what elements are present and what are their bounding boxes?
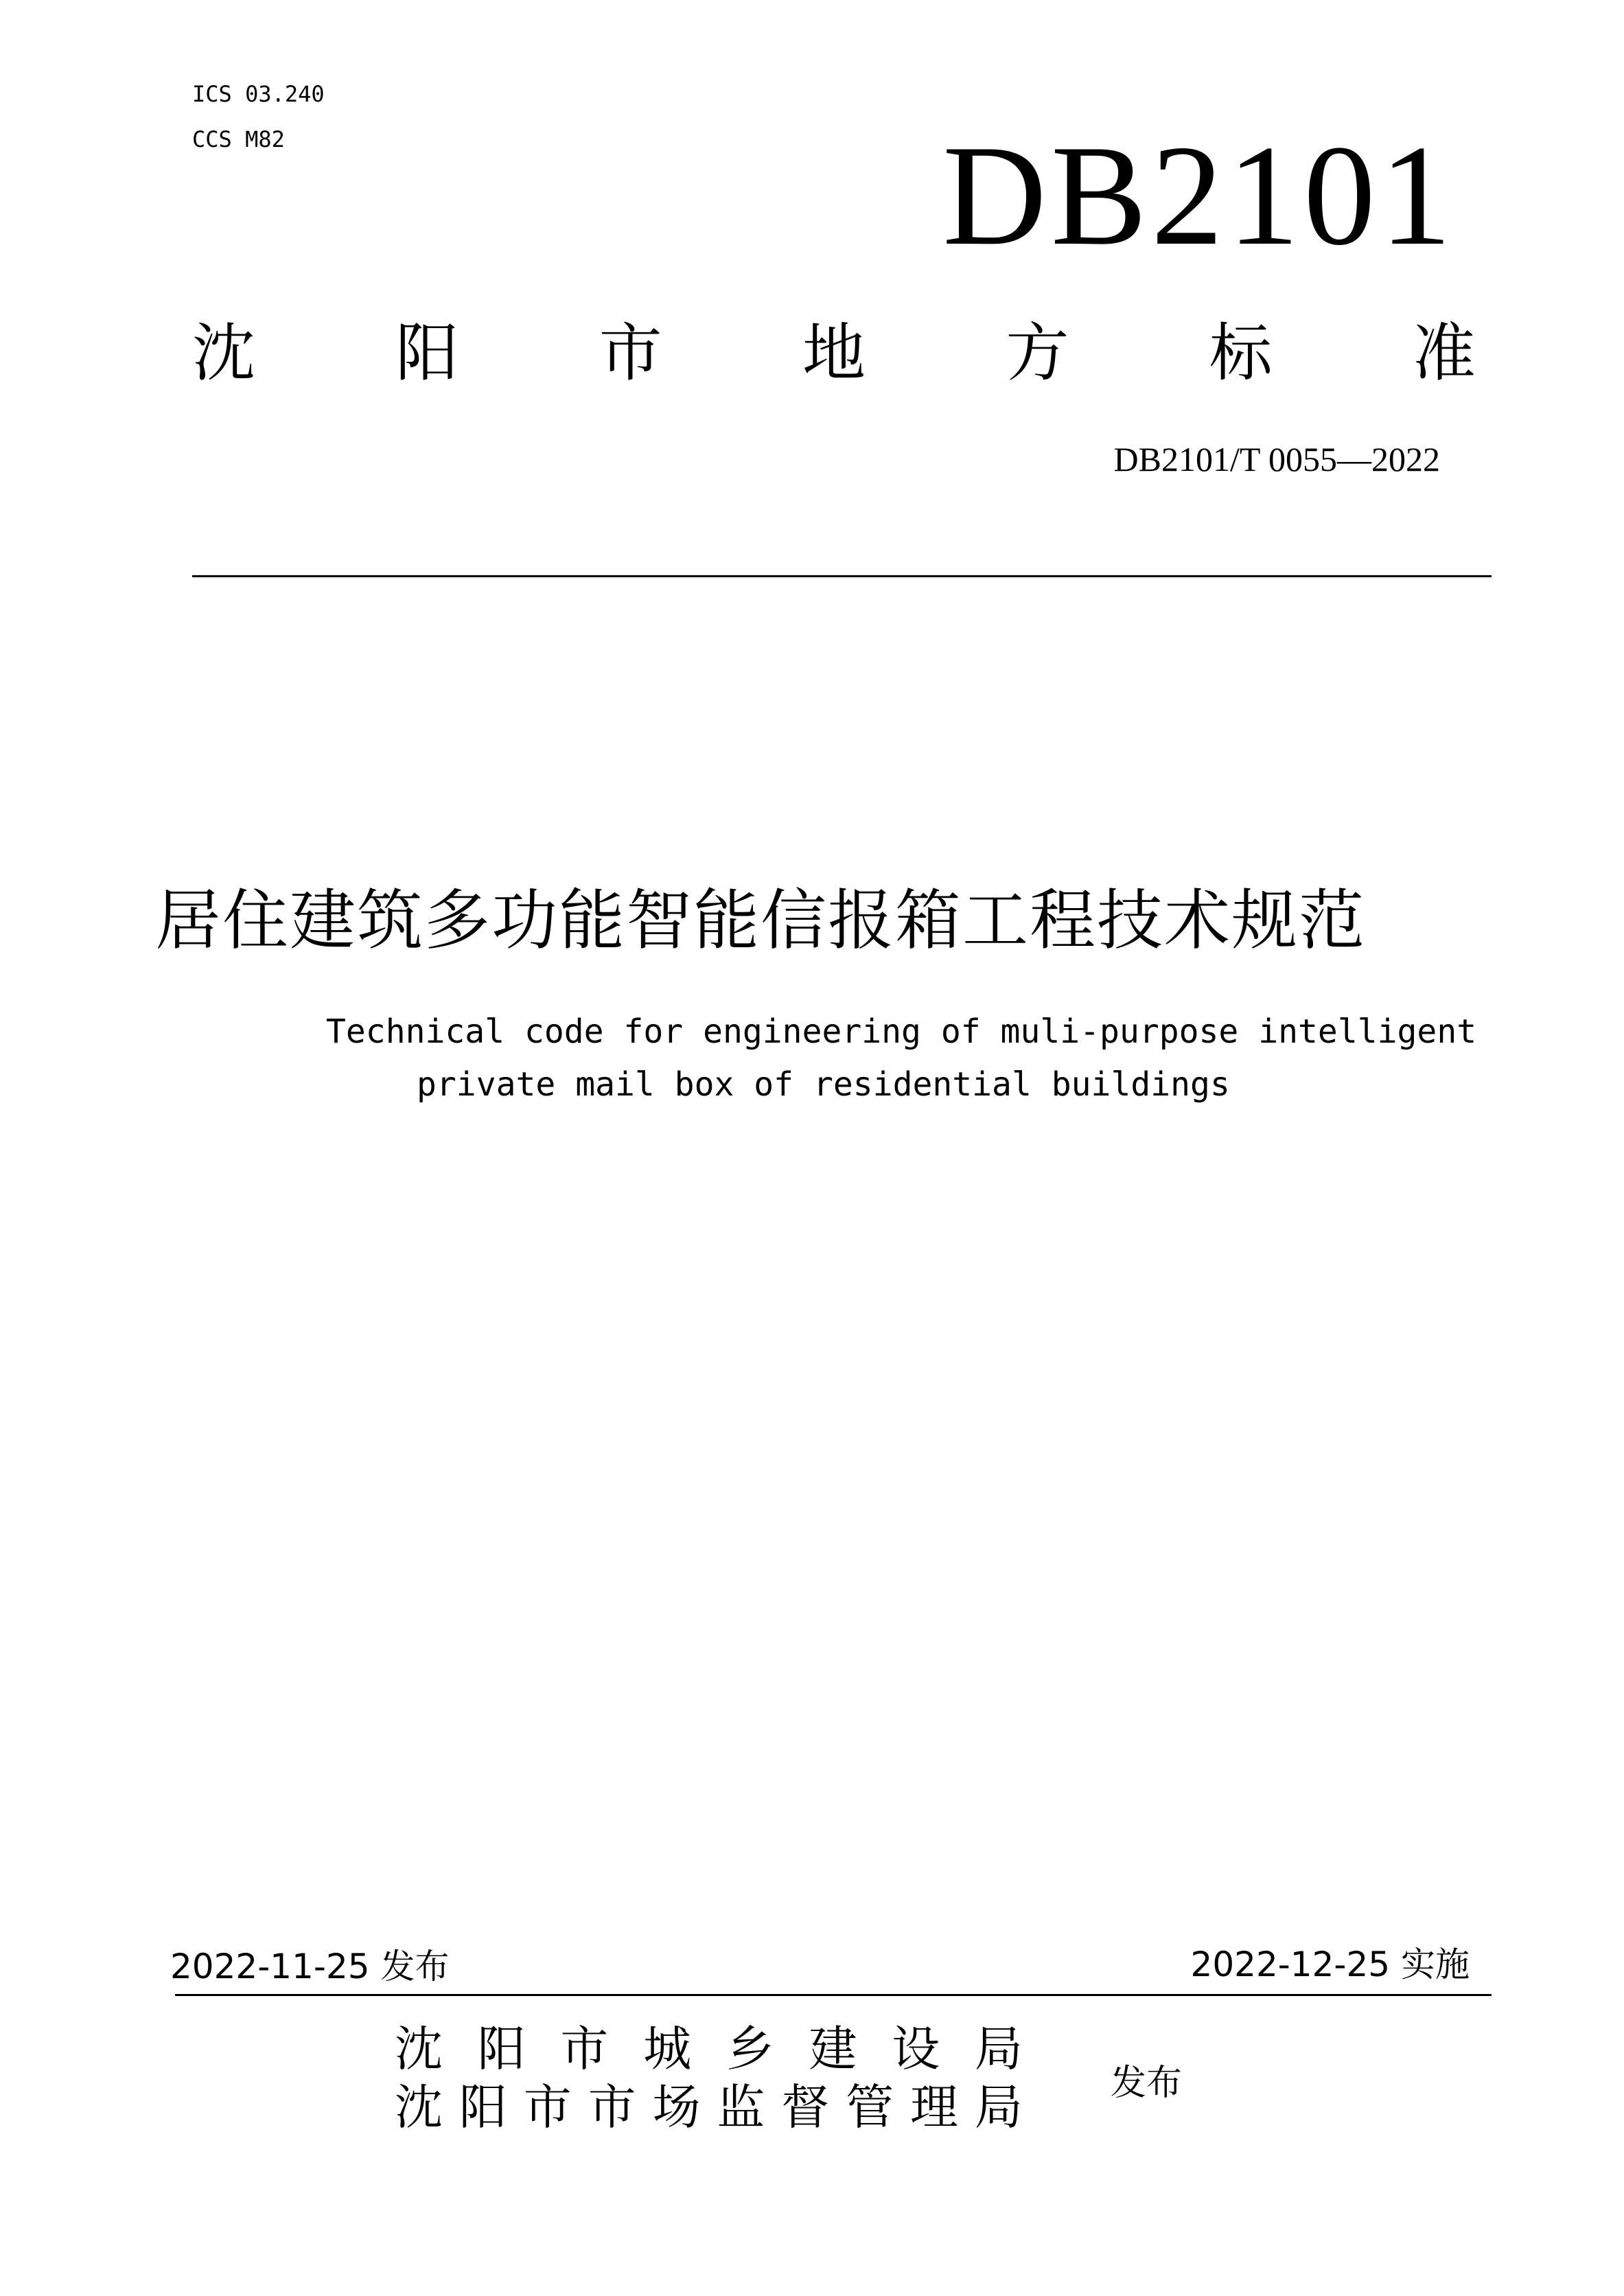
standard-type-char: 方 — [1006, 316, 1069, 390]
issuer-char: 城 — [643, 2021, 692, 2077]
issuer-char: 阳 — [477, 2021, 526, 2077]
issuer-char: 设 — [892, 2021, 940, 2077]
issue-label: 发布 — [1111, 2063, 1183, 2104]
issuer-char: 市 — [560, 2021, 609, 2077]
issuer-char: 建 — [809, 2021, 857, 2077]
issuer-char: 沈 — [395, 2079, 443, 2135]
issuer-char: 管 — [846, 2079, 894, 2135]
issuer-char: 阳 — [459, 2079, 507, 2135]
ics-code: ICS 03.240 — [192, 81, 325, 107]
issuer-char: 沈 — [395, 2021, 443, 2077]
standard-type-char: 沈 — [192, 316, 256, 390]
issuer-char: 局 — [974, 2021, 1023, 2077]
standard-type-title — [192, 312, 1476, 395]
standard-type-char: 阳 — [395, 316, 459, 390]
ccs-code: CCS M82 — [192, 126, 285, 152]
document-title: 居住建筑多功能智能信报箱工程技术规范 — [155, 882, 1366, 959]
publish-date: 2022-11-25 发布 — [170, 1947, 450, 1986]
issuer-char: 市 — [523, 2079, 572, 2135]
standard-type-char: 地 — [802, 316, 866, 390]
issuer-urban-rural-construction — [395, 2021, 1023, 2076]
issuer-market-supervision — [395, 2080, 1023, 2135]
standard-type-char: 标 — [1209, 316, 1273, 390]
english-title-line-2: private mail box of residential buildings — [417, 1065, 1230, 1104]
issuer-char: 乡 — [726, 2021, 774, 2077]
standard-prefix: DB2101 — [942, 116, 1456, 275]
issuer-char: 场 — [652, 2079, 701, 2135]
top-divider — [192, 575, 1492, 577]
bottom-divider — [175, 1994, 1492, 1996]
issuer-char: 局 — [974, 2079, 1023, 2135]
issuer-char: 监 — [717, 2079, 765, 2135]
standard-number: DB2101/T 0055—2022 — [1113, 440, 1440, 478]
implement-date: 2022-12-25 实施 — [1190, 1945, 1470, 1984]
standard-type-char: 准 — [1412, 316, 1476, 390]
issuer-char: 督 — [781, 2079, 830, 2135]
english-title-line-1: Technical code for engineering of muli-purpose intelligent — [326, 1012, 1477, 1051]
issuer-char: 市 — [588, 2079, 636, 2135]
standard-type-char: 市 — [599, 316, 662, 390]
issuer-char: 理 — [910, 2079, 958, 2135]
